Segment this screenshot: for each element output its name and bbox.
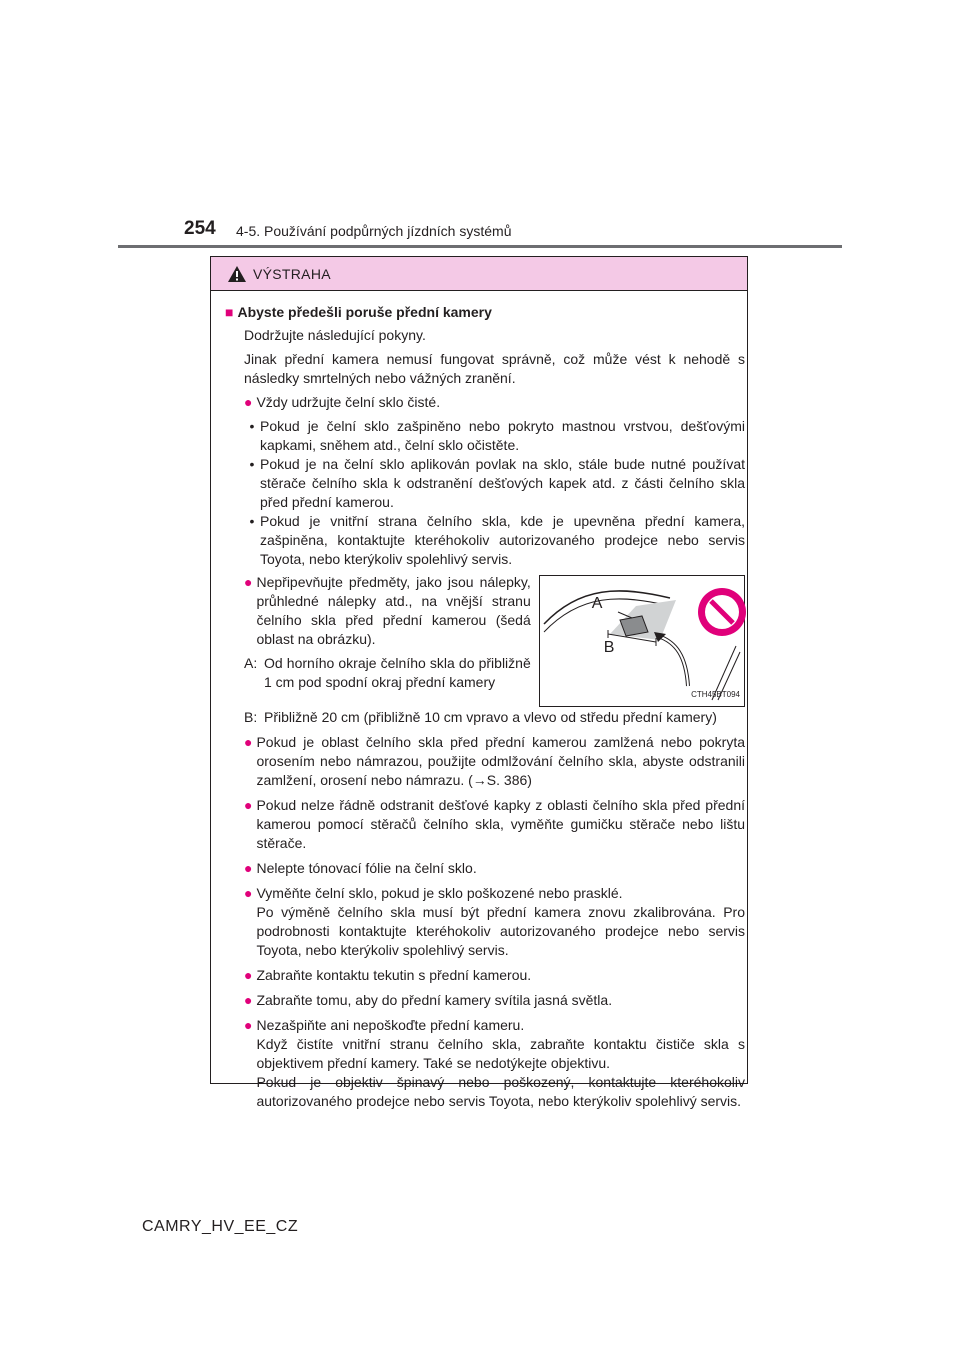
- circle-bullet-icon: ●: [244, 734, 253, 750]
- sub-list: [244, 417, 745, 569]
- list-item: ● Zabraňte kontaktu tekutin s přední kamerou.: [244, 967, 532, 983]
- figure-code: CTH45BT094: [691, 690, 740, 699]
- dot-bullet-icon: •: [249, 456, 255, 472]
- sub-list-item: • Pokud je na čelní sklo aplikován povlak na sklo, stále bude nutné používat stěrače čelního skla k odstranění dešťových kapek atd. z části čelního skla před přední kamerou.: [244, 455, 745, 512]
- figure-label-b: B: [603, 639, 615, 656]
- figure-label-a: A: [591, 595, 603, 612]
- warning-header: [211, 257, 747, 291]
- list-item: ● Vyměňte čelní sklo, pokud je sklo poškozené nebo prasklé. Po výměně čelního skla musí být přední kamera znovu zkalibrována. Pro podrobnosti kontaktujte kteréhokoliv autorizovaného prodejce nebo servis Toyota, nebo kterýkoliv spolehlivý servis.: [244, 885, 745, 958]
- circle-bullet-icon: ●: [244, 885, 253, 901]
- list-item: ● Pokud nelze řádně odstranit dešťové kapky z oblasti čelního skla před přední kamerou pomocí stěračů čelního skla, vyměňte gumičku stěrače nebo lištu stěrače.: [244, 797, 745, 851]
- intro-text-2: Jinak přední kamera nemusí fungovat správně, což může vést k nehodě s následky smrtelných nebo vážných zranění.: [244, 351, 745, 386]
- list-item-text: Nepřipevňujte předměty, jako jsou nálepky, průhledné nálepky atd., na vnější stranu čelního skla před přední kamerou (šedá oblast na obrázku).: [256, 574, 531, 647]
- list-item: ● Pokud je oblast čelního skla před přední kamerou zamlžená nebo pokryta orosením nebo námrazou, použijte odmlžování čelního skla, abyste odstranili zamlžení, orosení nebo námrazu. (→S. 386): [244, 734, 745, 788]
- square-bullet-icon: ■: [225, 304, 234, 320]
- warning-title: VÝSTRAHA: [253, 265, 331, 282]
- warning-content: [225, 303, 745, 1111]
- sub-list-item: • Pokud je čelní sklo zašpiněno nebo pokryto mastnou vrstvou, dešťovými kapkami, sněhem atd., čelní sklo očistěte.: [244, 417, 745, 455]
- circle-bullet-icon: ●: [244, 860, 253, 876]
- circle-bullet-icon: ●: [244, 574, 253, 590]
- circle-bullet-icon: ●: [244, 1017, 253, 1033]
- document-code: CAMRY_HV_EE_CZ: [142, 1218, 299, 1235]
- circle-bullet-icon: ●: [244, 394, 253, 410]
- warning-heading: [225, 303, 745, 322]
- list-items: [225, 733, 745, 1111]
- sub-list-item: • Pokud je vnitřní strana čelního skla, kde je upevněna přední kamera, zašpiněna, kontaktujte kteréhokoliv autorizovaného prodejce nebo servis Toyota, nebo kterýkoliv spolehlivý servis.: [244, 512, 745, 569]
- circle-bullet-icon: ●: [244, 992, 253, 1008]
- list-item-clean: [225, 393, 745, 569]
- list-item: ● Nezašpiňte ani nepoškoďte přední kameru. Když čistíte vnitřní stranu čelního skla, zabraňte kontaktu čističe skla s objektivem přední kamery. Také se nedotýkejte objektivu. Pokud je objektiv špinavý nebo poškozený, kontaktujte kteréhokoliv autorizovaného prodejce nebo servis Toyota, nebo kterýkoliv spolehlivý servis.: [244, 1017, 745, 1109]
- list-item: ● Zabraňte tomu, aby do přední kamery svítila jasná světla.: [244, 992, 613, 1008]
- circle-bullet-icon: ●: [244, 797, 253, 813]
- circle-bullet-icon: ●: [244, 967, 253, 983]
- dot-bullet-icon: •: [249, 513, 255, 529]
- warning-heading-text: Abyste předešli poruše přední kamery: [237, 304, 492, 320]
- list-item-attach: [225, 573, 745, 727]
- page-number: 254: [184, 218, 216, 239]
- list-item-text: Vždy udržujte čelní sklo čisté.: [256, 394, 441, 410]
- warning-box: [210, 256, 748, 1109]
- header-divider: [118, 245, 842, 248]
- label-a-note: A: Od horního okraje čelního skla do přibližně 1 cm pod spodní okraj přední kamery: [244, 655, 531, 690]
- warning-triangle-icon: [227, 265, 247, 283]
- dot-bullet-icon: •: [249, 418, 255, 434]
- list-item: ● Nelepte tónovací fólie na čelní sklo.: [244, 860, 477, 876]
- intro-text-1: Dodržujte následující pokyny.: [244, 327, 426, 343]
- camera-area-figure: [539, 575, 745, 707]
- section-title: 4-5. Používání podpůrných jízdních systémů: [236, 223, 512, 239]
- label-b-note: B: Přibližně 20 cm (přibližně 10 cm vpravo a vlevo od středu přední kamery): [244, 709, 717, 725]
